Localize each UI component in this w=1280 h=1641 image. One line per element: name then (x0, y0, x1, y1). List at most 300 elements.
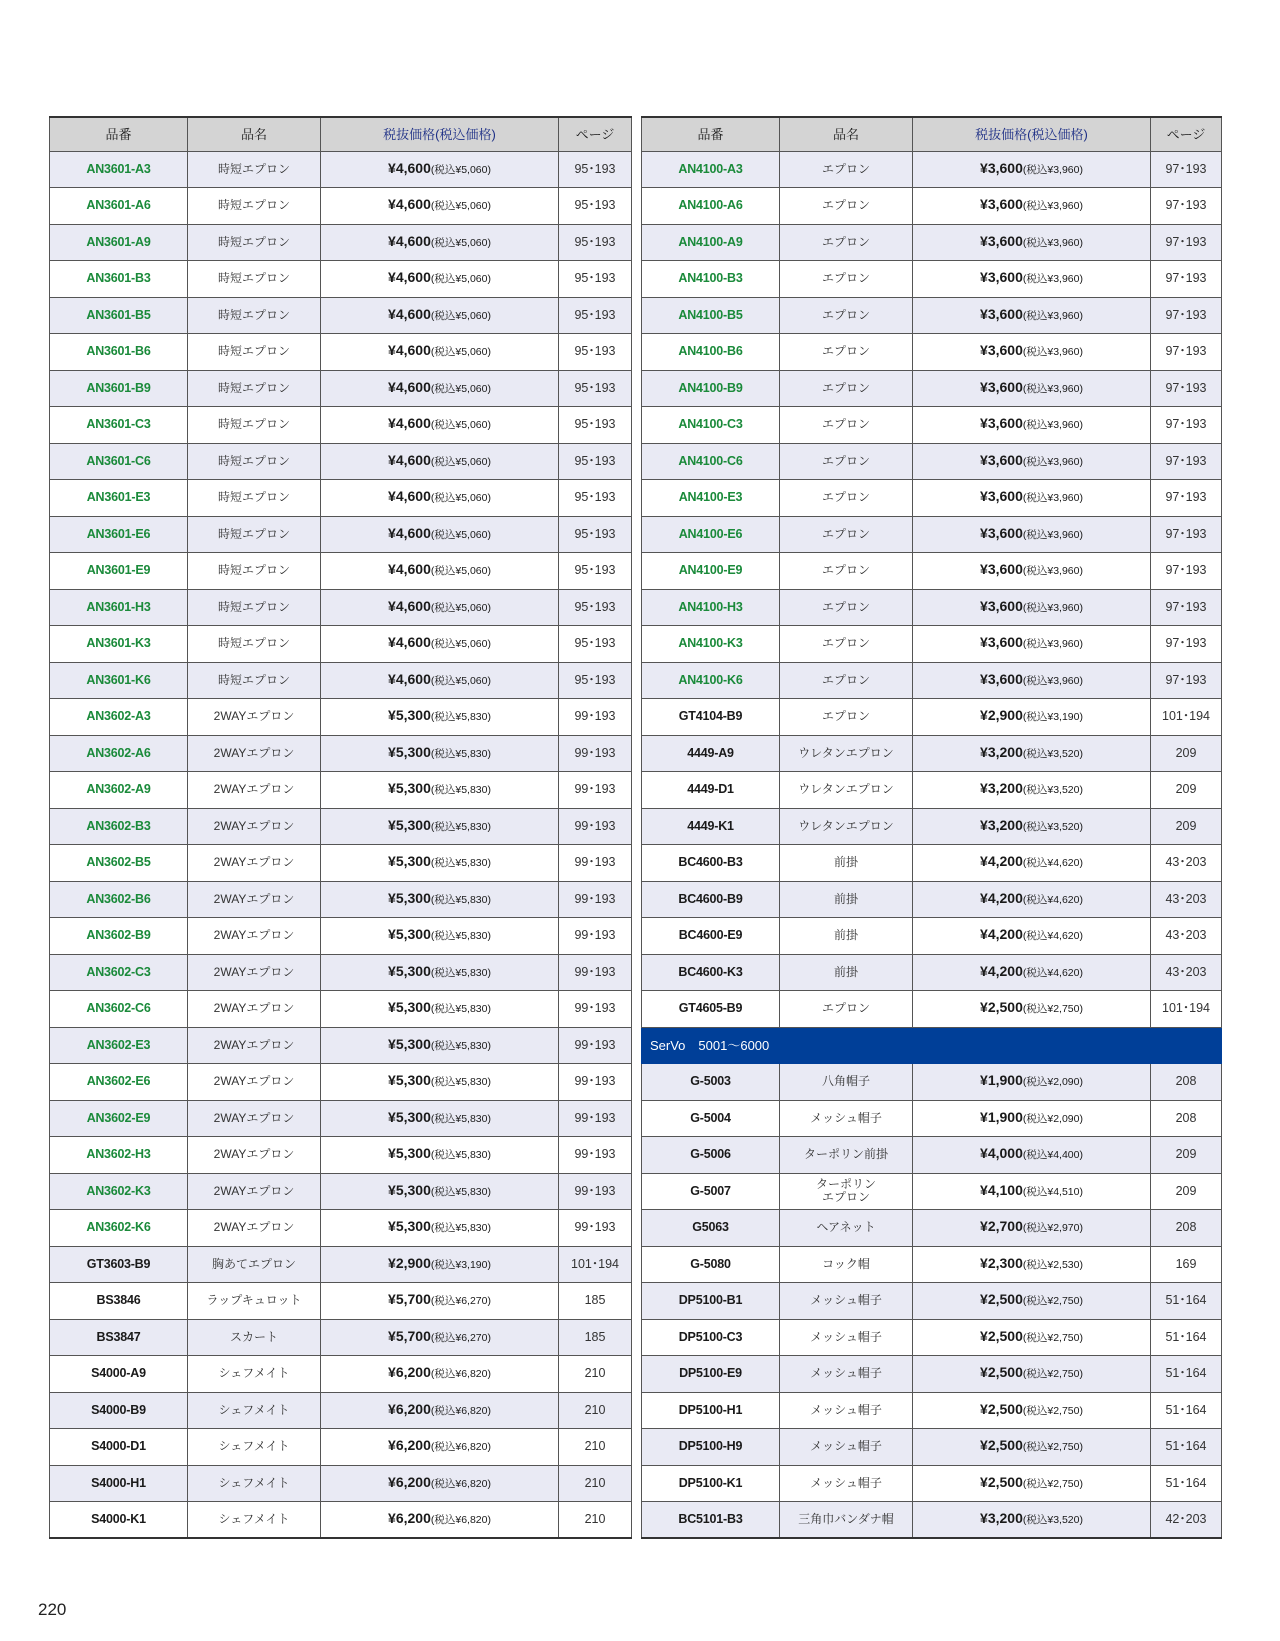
table-row (50, 480, 632, 517)
price-excl-tax: ¥4,600 (388, 159, 431, 176)
table-row (642, 662, 1222, 699)
section-header-row (642, 1027, 1222, 1064)
product-name: シェフメイト (218, 1475, 290, 1490)
price-excl-tax: ¥2,500 (980, 1473, 1023, 1490)
product-name: 前掛 (833, 964, 858, 979)
price-cell (913, 151, 1151, 188)
price-cell (913, 1137, 1151, 1174)
price-excl-tax: ¥5,300 (388, 707, 431, 724)
price-incl-tax: (税込¥2,750) (1022, 1404, 1083, 1417)
product-name-cell (780, 626, 913, 663)
price-cell (321, 1283, 559, 1320)
product-code: AN3601-B9 (50, 370, 188, 407)
price-incl-tax: (税込¥5,060) (430, 273, 491, 286)
product-code: G-5003 (642, 1064, 780, 1101)
price-incl-tax: (税込¥6,820) (430, 1477, 491, 1490)
price-incl-tax: (税込¥3,960) (1022, 674, 1083, 687)
catalog-page: 95･193 (559, 261, 632, 298)
product-name-cell (780, 1356, 913, 1393)
price-excl-tax: ¥2,500 (980, 1437, 1023, 1454)
price-excl-tax: ¥4,600 (388, 232, 431, 249)
price-excl-tax: ¥1,900 (980, 1072, 1023, 1089)
table-row (642, 1246, 1222, 1283)
table-row (642, 589, 1222, 626)
table-row (50, 1027, 632, 1064)
product-code: S4000-K1 (50, 1502, 188, 1539)
price-cell (913, 480, 1151, 517)
price-incl-tax: (税込¥3,960) (1022, 419, 1083, 432)
price-incl-tax: (税込¥5,060) (430, 419, 491, 432)
price-incl-tax: (税込¥4,620) (1022, 966, 1083, 979)
product-name: コック帽 (822, 1256, 870, 1271)
catalog-page: 97･193 (1151, 589, 1222, 626)
product-name-cell (780, 261, 913, 298)
product-code: AN3602-C3 (50, 954, 188, 991)
price-incl-tax: (税込¥5,060) (430, 674, 491, 687)
product-code: DP5100-H9 (642, 1429, 780, 1466)
table-row (642, 1502, 1222, 1539)
price-table-right (641, 116, 1222, 1539)
price-incl-tax: (税込¥5,830) (430, 1003, 491, 1016)
price-cell (321, 1319, 559, 1356)
table-row (50, 699, 632, 736)
price-excl-tax: ¥4,000 (980, 1145, 1023, 1162)
table-row (50, 334, 632, 371)
catalog-page: 210 (559, 1502, 632, 1539)
price-incl-tax: (税込¥4,620) (1022, 857, 1083, 870)
product-name: 時短エプロン (217, 563, 290, 578)
catalog-page: 97･193 (1151, 224, 1222, 261)
product-name-cell (780, 954, 913, 991)
catalog-page: 95･193 (559, 224, 632, 261)
catalog-page: 99･193 (559, 772, 632, 809)
price-excl-tax: ¥5,300 (388, 1072, 431, 1089)
price-incl-tax: (税込¥3,190) (430, 1258, 491, 1271)
price-cell (321, 991, 559, 1028)
product-code: 4449-D1 (642, 772, 780, 809)
price-excl-tax: ¥3,600 (980, 232, 1023, 249)
catalog-page: 51･164 (1151, 1283, 1222, 1320)
catalog-page: 97･193 (1151, 407, 1222, 444)
price-cell (913, 1356, 1151, 1393)
price-cell (913, 1246, 1151, 1283)
price-incl-tax: (税込¥5,060) (430, 163, 491, 176)
price-excl-tax: ¥5,300 (388, 1108, 431, 1125)
price-excl-tax: ¥2,700 (980, 1218, 1023, 1235)
product-name: エプロン (821, 672, 870, 687)
price-cell (321, 772, 559, 809)
product-name-cell (188, 151, 321, 188)
catalog-page: 99･193 (559, 1064, 632, 1101)
price-incl-tax: (税込¥3,960) (1022, 492, 1083, 505)
table-row (50, 370, 632, 407)
price-excl-tax: ¥4,200 (980, 853, 1023, 870)
catalog-page: 210 (559, 1429, 632, 1466)
product-name: 時短エプロン (217, 599, 290, 614)
table-row (642, 1356, 1222, 1393)
product-name-cell (188, 297, 321, 334)
product-name: エプロン (821, 1001, 870, 1016)
price-excl-tax: ¥3,200 (980, 816, 1023, 833)
catalog-page: 95･193 (559, 443, 632, 480)
table-row (50, 553, 632, 590)
catalog-page: 95･193 (559, 480, 632, 517)
table-row (642, 516, 1222, 553)
price-excl-tax: ¥3,200 (980, 743, 1023, 760)
product-code: AN3602-K6 (50, 1210, 188, 1247)
price-excl-tax: ¥6,200 (388, 1437, 431, 1454)
table-row (642, 407, 1222, 444)
price-incl-tax: (税込¥5,060) (430, 382, 491, 395)
product-name: 時短エプロン (217, 526, 290, 541)
price-cell (321, 954, 559, 991)
price-cell (321, 662, 559, 699)
product-name-cell (780, 991, 913, 1028)
product-code: AN4100-E9 (642, 553, 780, 590)
product-code: S4000-B9 (50, 1392, 188, 1429)
product-code: S4000-H1 (50, 1465, 188, 1502)
product-name: エプロン (821, 234, 870, 249)
catalog-page: 99･193 (559, 881, 632, 918)
product-name-cell (188, 954, 321, 991)
header-name: 品名 (780, 117, 913, 151)
price-excl-tax: ¥5,300 (388, 889, 431, 906)
price-cell (913, 1465, 1151, 1502)
price-incl-tax: (税込¥5,830) (430, 1076, 491, 1089)
catalog-page: 95･193 (559, 188, 632, 225)
price-excl-tax: ¥4,600 (388, 451, 431, 468)
price-incl-tax: (税込¥5,830) (430, 1222, 491, 1235)
product-code: G-5006 (642, 1137, 780, 1174)
price-cell (321, 881, 559, 918)
table-row (642, 808, 1222, 845)
price-excl-tax: ¥4,600 (388, 488, 431, 505)
price-excl-tax: ¥3,600 (980, 305, 1023, 322)
price-incl-tax: (税込¥6,820) (430, 1441, 491, 1454)
price-excl-tax: ¥3,600 (980, 196, 1023, 213)
table-row (50, 954, 632, 991)
product-code: AN4100-A6 (642, 188, 780, 225)
product-name-cell (188, 1392, 321, 1429)
price-excl-tax: ¥5,300 (388, 1035, 431, 1052)
product-name-cell (188, 1064, 321, 1101)
price-cell (321, 626, 559, 663)
product-name: 2WAYエプロン (213, 1147, 295, 1162)
product-code: BC4600-B9 (642, 881, 780, 918)
product-name: 八角帽子 (821, 1074, 870, 1089)
catalog-page: 97･193 (1151, 261, 1222, 298)
price-cell (321, 370, 559, 407)
price-excl-tax: ¥5,300 (388, 962, 431, 979)
price-incl-tax: (税込¥2,750) (1022, 1368, 1083, 1381)
table-row (642, 991, 1222, 1028)
product-name-cell (780, 151, 913, 188)
product-code: AN3602-A6 (50, 735, 188, 772)
table-row (50, 626, 632, 663)
price-incl-tax: (税込¥5,830) (430, 1149, 491, 1162)
price-excl-tax: ¥4,600 (388, 305, 431, 322)
table-row (50, 1283, 632, 1320)
product-name-cell (188, 1027, 321, 1064)
price-cell (321, 589, 559, 626)
product-name-cell (188, 261, 321, 298)
price-incl-tax: (税込¥5,060) (430, 528, 491, 541)
price-cell (321, 1137, 559, 1174)
product-code: AN4100-H3 (642, 589, 780, 626)
product-code: G5063 (642, 1210, 780, 1247)
product-name-cell (780, 1137, 913, 1174)
table-row (50, 735, 632, 772)
catalog-page: 99･193 (559, 808, 632, 845)
product-name: 2WAYエプロン (213, 1074, 295, 1089)
price-cell (321, 224, 559, 261)
product-name: 2WAYエプロン (213, 782, 295, 797)
product-name-cell (780, 443, 913, 480)
price-incl-tax: (税込¥2,750) (1022, 1331, 1083, 1344)
product-name-cell (780, 1173, 913, 1210)
product-code: AN3601-E3 (50, 480, 188, 517)
table-row (50, 845, 632, 882)
table-body-left (50, 151, 632, 1538)
product-code: S4000-D1 (50, 1429, 188, 1466)
product-name-cell (188, 516, 321, 553)
product-name: 前掛 (833, 891, 858, 906)
product-name-cell (188, 662, 321, 699)
product-name-line2: エプロン (821, 1190, 870, 1205)
product-code: AN3602-B9 (50, 918, 188, 955)
price-excl-tax: ¥4,600 (388, 524, 431, 541)
product-name-cell (188, 480, 321, 517)
product-name: メッシュ帽子 (810, 1475, 882, 1490)
table-row (642, 1429, 1222, 1466)
product-code: DP5100-B1 (642, 1283, 780, 1320)
table-row (50, 1429, 632, 1466)
price-excl-tax: ¥4,200 (980, 926, 1023, 943)
table-row (50, 224, 632, 261)
product-code: AN3602-B6 (50, 881, 188, 918)
product-code: 4449-K1 (642, 808, 780, 845)
price-excl-tax: ¥2,500 (980, 1291, 1023, 1308)
catalog-page: 43･203 (1151, 881, 1222, 918)
product-code: AN3601-E6 (50, 516, 188, 553)
price-excl-tax: ¥5,300 (388, 1181, 431, 1198)
header-code: 品番 (642, 117, 780, 151)
product-name: ターポリン前掛 (803, 1147, 888, 1162)
catalog-page: 185 (559, 1283, 632, 1320)
product-code: AN4100-C6 (642, 443, 780, 480)
price-excl-tax: ¥4,200 (980, 962, 1023, 979)
price-incl-tax: (税込¥5,830) (430, 784, 491, 797)
table-row (50, 772, 632, 809)
product-name: 2WAYエプロン (213, 1220, 295, 1235)
price-incl-tax: (税込¥5,830) (430, 1039, 491, 1052)
product-code: AN3602-E3 (50, 1027, 188, 1064)
product-name-cell (780, 1319, 913, 1356)
price-incl-tax: (税込¥6,270) (430, 1295, 491, 1308)
product-name: 2WAYエプロン (213, 709, 295, 724)
product-code: AN3602-K3 (50, 1173, 188, 1210)
table-row (642, 334, 1222, 371)
price-cell (913, 1100, 1151, 1137)
product-name-cell (188, 1137, 321, 1174)
price-incl-tax: (税込¥2,970) (1022, 1222, 1083, 1235)
product-code: DP5100-C3 (642, 1319, 780, 1356)
price-incl-tax: (税込¥3,520) (1022, 820, 1083, 833)
price-incl-tax: (税込¥3,960) (1022, 200, 1083, 213)
catalog-page: 99･193 (559, 1137, 632, 1174)
price-cell (913, 407, 1151, 444)
price-incl-tax: (税込¥4,620) (1022, 893, 1083, 906)
price-cell (321, 261, 559, 298)
price-cell (913, 954, 1151, 991)
product-name: 時短エプロン (217, 161, 290, 176)
product-code: AN4100-A9 (642, 224, 780, 261)
table-row (642, 626, 1222, 663)
price-incl-tax: (税込¥6,820) (430, 1368, 491, 1381)
price-excl-tax: ¥3,600 (980, 159, 1023, 176)
product-name-cell (188, 1246, 321, 1283)
catalog-page: 43･203 (1151, 845, 1222, 882)
table-row (50, 1137, 632, 1174)
price-excl-tax: ¥3,200 (980, 780, 1023, 797)
price-excl-tax: ¥3,600 (980, 342, 1023, 359)
product-code: AN3601-K3 (50, 626, 188, 663)
price-incl-tax: (税込¥2,750) (1022, 1441, 1083, 1454)
catalog-page: 97･193 (1151, 662, 1222, 699)
product-name-cell (780, 808, 913, 845)
price-incl-tax: (税込¥4,510) (1022, 1185, 1083, 1198)
product-code: AN3601-K6 (50, 662, 188, 699)
price-cell (913, 808, 1151, 845)
product-name: メッシュ帽子 (810, 1439, 882, 1454)
product-name-cell (780, 516, 913, 553)
price-cell (321, 808, 559, 845)
product-name-cell (188, 553, 321, 590)
product-code: BS3847 (50, 1319, 188, 1356)
catalog-page: 185 (559, 1319, 632, 1356)
table-header-row (50, 117, 632, 151)
table-row (50, 1392, 632, 1429)
price-cell (321, 1246, 559, 1283)
price-excl-tax: ¥5,300 (388, 780, 431, 797)
product-code: AN3601-B6 (50, 334, 188, 371)
catalog-page: 99･193 (559, 1210, 632, 1247)
catalog-page: 51･164 (1151, 1429, 1222, 1466)
product-code: AN3601-C3 (50, 407, 188, 444)
product-name-cell (780, 1392, 913, 1429)
product-name: エプロン (821, 344, 870, 359)
catalog-page: 95･193 (559, 297, 632, 334)
product-name-cell (188, 1319, 321, 1356)
catalog-page: 97･193 (1151, 443, 1222, 480)
price-excl-tax: ¥3,600 (980, 597, 1023, 614)
table-row (642, 1100, 1222, 1137)
product-name-cell (780, 1502, 913, 1539)
price-incl-tax: (税込¥5,830) (430, 930, 491, 943)
table-row (642, 699, 1222, 736)
price-incl-tax: (税込¥3,960) (1022, 455, 1083, 468)
catalog-page: 97･193 (1151, 188, 1222, 225)
product-name: 2WAYエプロン (213, 928, 295, 943)
product-name-cell (780, 297, 913, 334)
price-excl-tax: ¥3,600 (980, 524, 1023, 541)
catalog-page: 97･193 (1151, 480, 1222, 517)
catalog-page: 97･193 (1151, 297, 1222, 334)
table-row (50, 443, 632, 480)
catalog-page: 51･164 (1151, 1319, 1222, 1356)
price-incl-tax: (税込¥5,830) (430, 747, 491, 760)
product-name: エプロン (821, 490, 870, 505)
price-incl-tax: (税込¥5,830) (430, 1185, 491, 1198)
price-excl-tax: ¥2,900 (980, 707, 1023, 724)
price-incl-tax: (税込¥5,060) (430, 601, 491, 614)
price-incl-tax: (税込¥3,190) (1022, 711, 1083, 724)
price-cell (321, 1465, 559, 1502)
product-name: エプロン (821, 709, 870, 724)
catalog-page: 95･193 (559, 589, 632, 626)
product-code: AN4100-B6 (642, 334, 780, 371)
price-cell (321, 1210, 559, 1247)
catalog-page: 208 (1151, 1064, 1222, 1101)
product-name: メッシュ帽子 (810, 1293, 882, 1308)
product-code: 4449-A9 (642, 735, 780, 772)
price-excl-tax: ¥3,600 (980, 415, 1023, 432)
price-cell (913, 1064, 1151, 1101)
catalog-page: 51･164 (1151, 1392, 1222, 1429)
product-code: BS3846 (50, 1283, 188, 1320)
catalog-page: 51･164 (1151, 1465, 1222, 1502)
product-name-cell (780, 370, 913, 407)
product-code: AN3601-A9 (50, 224, 188, 261)
table-row (50, 1064, 632, 1101)
table-row (642, 297, 1222, 334)
product-name-cell (188, 188, 321, 225)
product-code: AN3602-A3 (50, 699, 188, 736)
price-cell (913, 991, 1151, 1028)
product-name: 時短エプロン (217, 453, 290, 468)
table-row (50, 1465, 632, 1502)
product-name: ウレタンエプロン (798, 745, 894, 760)
product-code: G-5080 (642, 1246, 780, 1283)
table-row (50, 662, 632, 699)
price-cell (321, 188, 559, 225)
product-code: AN3601-A3 (50, 151, 188, 188)
catalog-page: 101･194 (1151, 991, 1222, 1028)
price-incl-tax: (税込¥3,960) (1022, 163, 1083, 176)
price-cell (913, 1283, 1151, 1320)
price-excl-tax: ¥5,300 (388, 1218, 431, 1235)
product-code: AN3601-H3 (50, 589, 188, 626)
table-row (642, 1137, 1222, 1174)
price-incl-tax: (税込¥3,960) (1022, 601, 1083, 614)
section-title: SerVo 5001〜6000 (642, 1027, 1222, 1064)
price-cell (321, 735, 559, 772)
catalog-page: 99･193 (559, 991, 632, 1028)
table-row (642, 151, 1222, 188)
product-code: GT3603-B9 (50, 1246, 188, 1283)
table-row (642, 1064, 1222, 1101)
table-row (642, 845, 1222, 882)
product-code: AN3601-B5 (50, 297, 188, 334)
header-price: 税抜価格(税込価格) (913, 117, 1151, 151)
product-code: AN3602-A9 (50, 772, 188, 809)
price-excl-tax: ¥5,300 (388, 743, 431, 760)
product-name-cell (188, 772, 321, 809)
product-name-cell (780, 845, 913, 882)
product-name: 2WAYエプロン (213, 964, 295, 979)
price-incl-tax: (税込¥3,960) (1022, 528, 1083, 541)
price-incl-tax: (税込¥6,820) (430, 1404, 491, 1417)
